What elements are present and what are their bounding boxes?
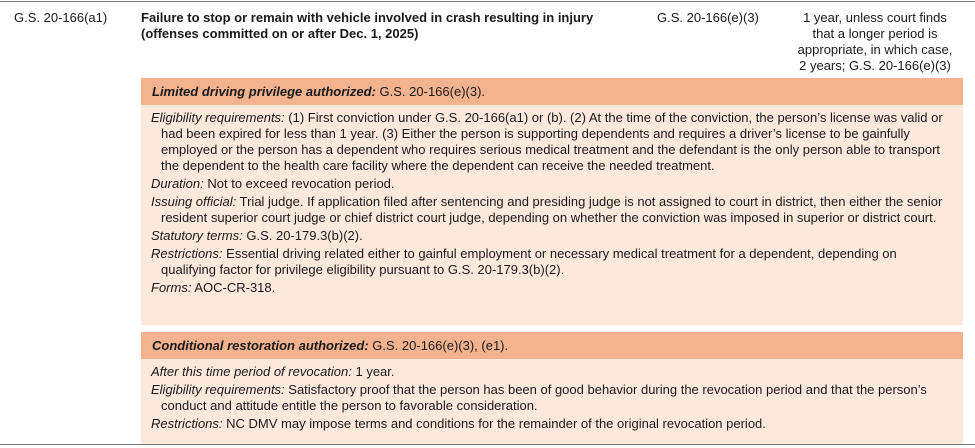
revocation-period [780,10,970,74]
conditional-restrictions [151,416,953,432]
limited-restrictions-label: Restrictions: [151,246,223,261]
limited-privilege-heading: Limited driving privilege authorized: [152,84,376,99]
conditional-restoration-heading-ref: G.S. 20-166(e)(3), (e1). [368,338,509,353]
period-line-2: that a longer period is [812,26,938,41]
limited-restrictions-text: Essential driving related either to gainful employment or necessary medical treatment for a dependent, depending on qualifying factor for privilege eligibility pursuant to G.S. 20-179.3(b)(2). [161,246,897,277]
limited-statutory-terms [151,228,953,244]
table-top-border [0,1,975,2]
conditional-restoration-header [141,332,963,359]
conditional-eligibility-label: Eligibility requirements: [151,382,285,397]
statute-citation: G.S. 20-166(a1) [14,10,108,25]
limited-privilege-section [141,78,963,325]
limited-eligibility-text: (1) First conviction under G.S. 20-166(a1) or (b). (2) At the time of the conviction, the person’s license was valid or had been expired for less than 1 year. (3) Either the person is supporting dependents and requires a driver’s license to be gainfully employed or the person has a dependent who requires serious medical treatment and the defendant is the only person able to transport the dependent to the health care facility where the dependent can receive the needed treatment. [161,110,943,173]
conditional-restrictions-label: Restrictions: [151,416,223,431]
limited-restrictions [151,246,953,278]
limited-eligibility-label: Eligibility requirements: [151,110,285,125]
period-line-4: 2 years; G.S. 20-166(e)(3) [799,58,951,73]
offense-line-2: (offenses committed on or after Dec. 1, 2025) [141,26,419,41]
limited-issuing-official [151,194,953,226]
conditional-restoration-body [141,359,963,444]
limited-forms [151,280,953,296]
conditional-eligibility-text: Satisfactory proof that the person has been of good behavior during the revocation period and that the person’s conduct and attitude entitle the person to favorable consideration. [161,382,927,413]
limited-statutory-label: Statutory terms: [151,228,243,243]
limited-duration-text: Not to exceed revocation period. [203,176,395,191]
conditional-restoration-heading: Conditional restoration authorized: [152,338,369,353]
offense-description [141,10,641,42]
limited-issuing-label: Issuing official: [151,194,237,209]
conditional-eligibility [151,382,953,414]
period-line-3: appropriate, in which case, [797,42,953,57]
limited-issuing-text: Trial judge. If application filed after sentencing and presiding judge is not assigned to court in district, then either the senior resident superior court judge or chief district court judge, depending on whether the conviction was imposed in superior or district court. [161,194,943,225]
limited-privilege-header [141,78,963,105]
conditional-restrictions-text: NC DMV may impose terms and conditions for the remainder of the original revocation period. [222,416,766,431]
conditional-after-label: After this time period of revocation: [151,364,352,379]
limited-privilege-heading-ref: G.S. 20-166(e)(3). [375,84,486,99]
offense-line-1: Failure to stop or remain with vehicle involved in crash resulting in injury [141,10,594,25]
limited-statutory-text: G.S. 20-179.3(b)(2). [242,228,363,243]
limited-duration-label: Duration: [151,176,204,191]
limited-forms-label: Forms: [151,280,192,295]
conditional-after-period [151,364,953,380]
limited-duration [151,176,953,192]
conditional-after-text: 1 year. [351,364,395,379]
limited-privilege-body [141,105,963,325]
limited-forms-text: AOC-CR-318. [191,280,276,295]
limited-eligibility [151,110,953,174]
table-bottom-border [0,444,975,445]
conditional-restoration-section [141,332,963,444]
period-line-1: 1 year, unless court finds [803,10,947,25]
revocation-statute: G.S. 20-166(e)(3) [657,10,759,25]
